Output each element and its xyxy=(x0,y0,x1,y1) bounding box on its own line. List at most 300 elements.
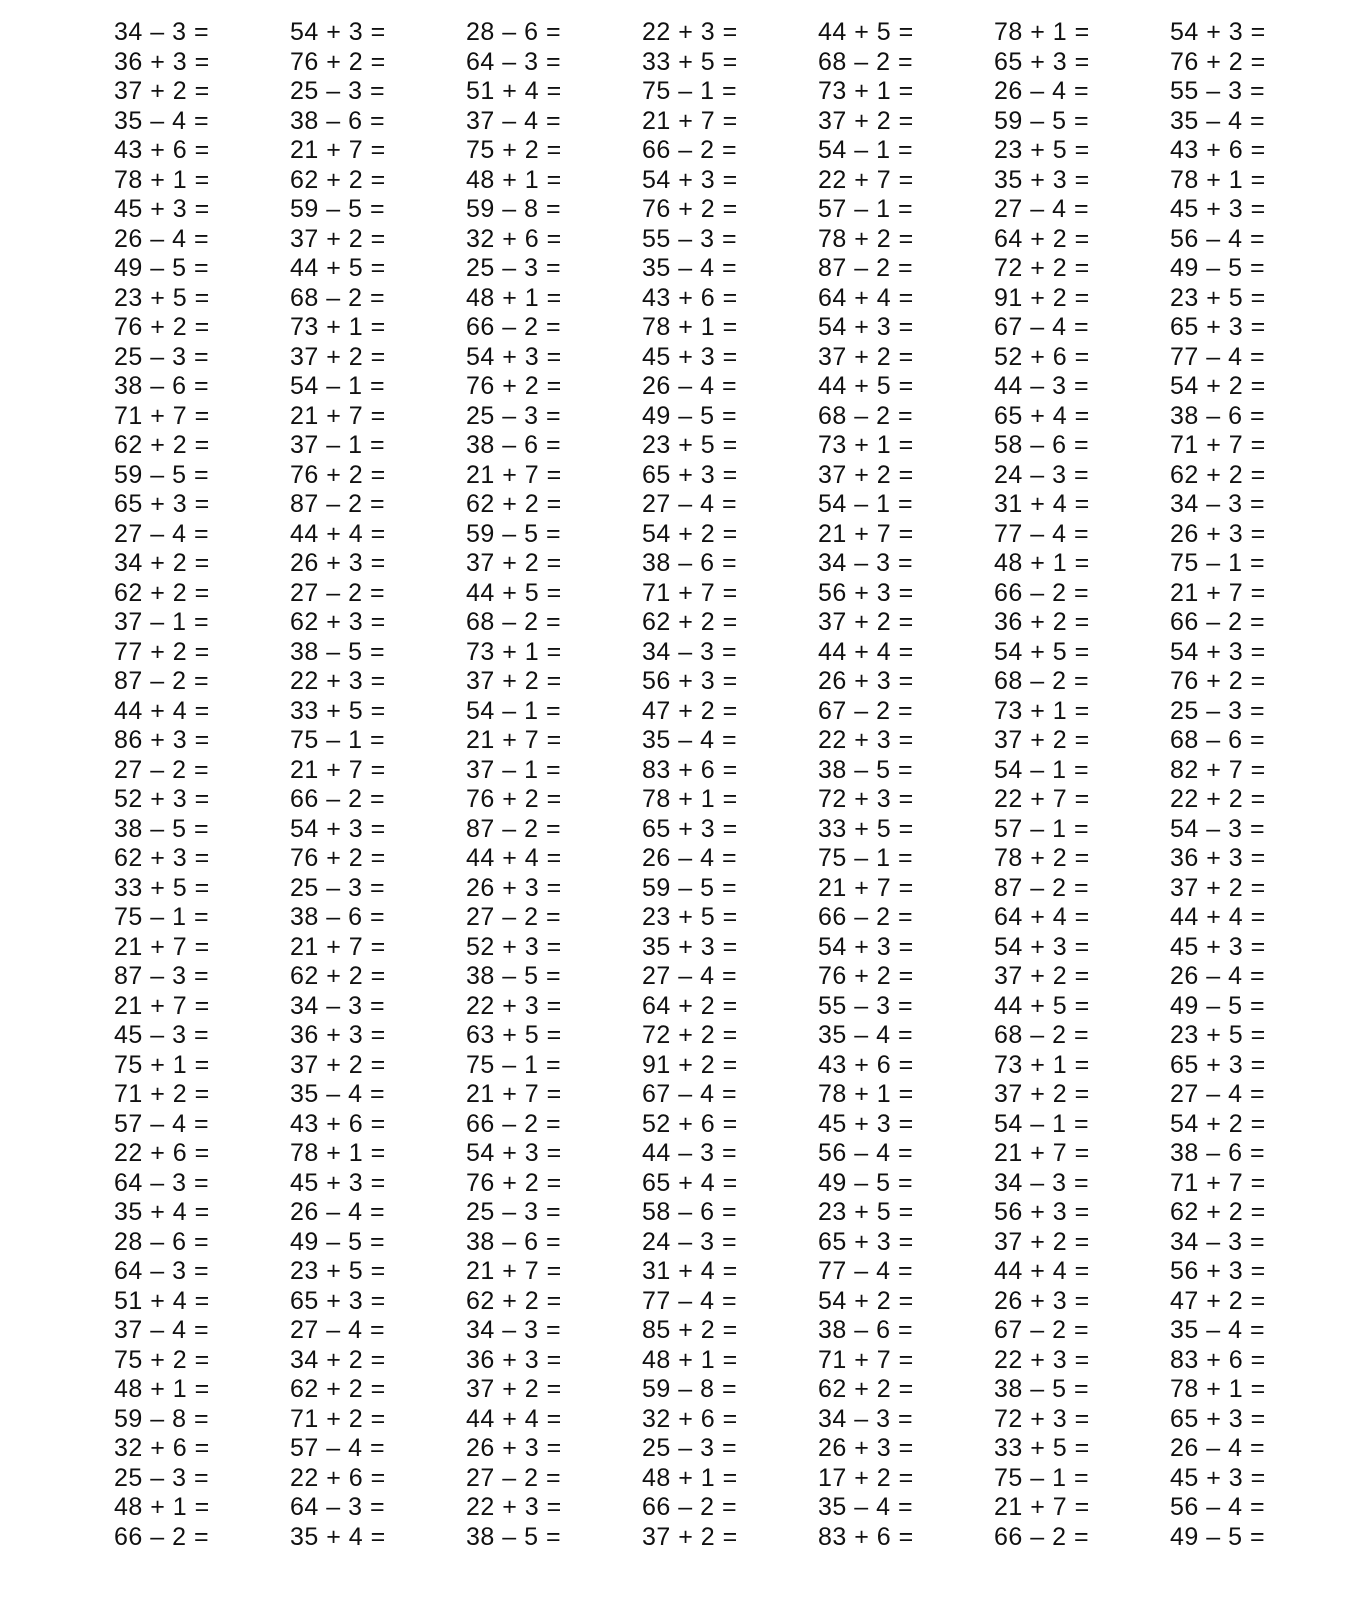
math-problem: 66 – 2 = xyxy=(642,136,738,164)
math-problem: 85 + 2 = xyxy=(642,1316,738,1344)
math-problem: 26 + 3 = xyxy=(466,873,562,902)
math-problem: 59 – 5 = xyxy=(290,195,386,223)
math-problem: 62 + 2 = xyxy=(1170,1198,1266,1226)
math-problem: 38 – 6 = xyxy=(818,1316,914,1344)
math-problem: 51 + 4 = xyxy=(114,1286,210,1315)
math-problem: 21 + 7 = xyxy=(114,991,210,1020)
math-problem: 87 – 2 = xyxy=(114,667,210,695)
math-problem: 65 + 3 = xyxy=(994,47,1090,76)
worksheet-row xyxy=(114,225,1368,255)
math-problem: 78 + 1 = xyxy=(290,1139,386,1167)
math-problem: 37 + 2 = xyxy=(290,342,386,371)
math-problem: 44 + 4 = xyxy=(466,844,562,872)
math-problem: 26 + 3 = xyxy=(466,1434,562,1462)
math-problem: 37 + 2 = xyxy=(994,962,1090,990)
math-problem: 64 – 3 = xyxy=(114,1257,210,1285)
math-problem: 36 + 3 = xyxy=(1170,844,1266,872)
worksheet-row xyxy=(114,1464,1368,1494)
math-problem: 45 + 3 = xyxy=(114,195,210,223)
math-problem: 54 + 3 = xyxy=(290,18,386,46)
math-problem: 38 – 6 = xyxy=(114,372,210,400)
math-problem: 35 + 4 = xyxy=(114,1198,210,1226)
math-problem: 45 – 3 = xyxy=(114,1021,210,1049)
worksheet-row xyxy=(114,1110,1368,1140)
math-problem: 37 + 2 = xyxy=(994,726,1090,754)
math-problem: 73 + 1 = xyxy=(994,1050,1090,1079)
math-problem: 37 + 2 = xyxy=(818,106,914,135)
math-problem: 22 + 7 = xyxy=(818,165,914,194)
math-problem: 66 – 2 = xyxy=(642,1493,738,1521)
math-problem: 26 + 3 = xyxy=(818,667,914,695)
math-problem: 48 + 1 = xyxy=(466,283,562,312)
math-problem: 62 + 2 = xyxy=(290,1375,386,1403)
math-problem: 77 – 4 = xyxy=(642,1286,738,1315)
math-problem: 49 – 5 = xyxy=(818,1168,914,1197)
math-problem: 21 + 7 = xyxy=(466,726,562,754)
math-problem: 35 – 4 = xyxy=(818,1493,914,1521)
math-problem: 37 + 2 = xyxy=(818,608,914,636)
math-problem: 38 – 5 = xyxy=(466,1522,562,1551)
math-problem: 44 + 5 = xyxy=(818,18,914,46)
math-problem: 48 + 1 = xyxy=(642,1463,738,1492)
math-problem: 23 + 5 = xyxy=(1170,1021,1266,1049)
math-problem: 21 + 7 = xyxy=(642,106,738,135)
worksheet-row xyxy=(114,402,1368,432)
math-problem: 45 + 3 = xyxy=(1170,195,1266,223)
math-problem: 75 + 1 = xyxy=(114,1050,210,1079)
math-problem: 45 + 3 = xyxy=(290,1168,386,1197)
math-problem: 55 – 3 = xyxy=(1170,77,1266,105)
worksheet-row xyxy=(114,1257,1368,1287)
math-problem: 31 + 4 = xyxy=(642,1257,738,1285)
math-problem: 22 + 3 = xyxy=(994,1345,1090,1374)
worksheet-row xyxy=(114,107,1368,137)
math-problem: 35 – 4 = xyxy=(642,726,738,754)
math-problem: 78 + 1 = xyxy=(114,165,210,194)
math-problem: 71 + 2 = xyxy=(290,1404,386,1433)
math-problem: 65 + 3 = xyxy=(1170,1404,1266,1433)
math-problem: 23 + 5 = xyxy=(642,903,738,931)
math-problem: 54 – 1 = xyxy=(994,1109,1090,1138)
math-problem: 26 – 4 = xyxy=(114,224,210,253)
math-problem: 78 + 1 = xyxy=(994,18,1090,46)
math-problem: 36 + 3 = xyxy=(114,47,210,76)
math-problem: 62 + 2 = xyxy=(466,490,562,518)
math-problem: 75 – 1 = xyxy=(290,726,386,754)
math-problem: 64 + 4 = xyxy=(994,903,1090,931)
math-problem: 37 – 1 = xyxy=(290,431,386,459)
math-problem: 34 – 3 = xyxy=(994,1168,1090,1197)
math-problem: 54 + 3 = xyxy=(818,313,914,341)
worksheet-row xyxy=(114,1139,1368,1169)
math-problem: 54 + 2 = xyxy=(818,1286,914,1315)
math-problem: 62 + 3 = xyxy=(114,844,210,872)
math-problem: 31 + 4 = xyxy=(994,490,1090,518)
worksheet-row xyxy=(114,697,1368,727)
math-problem: 22 + 6 = xyxy=(114,1139,210,1167)
math-problem: 21 + 7 = xyxy=(466,1257,562,1285)
math-problem: 76 + 2 = xyxy=(1170,667,1266,695)
math-problem: 64 – 3 = xyxy=(466,47,562,76)
worksheet-row xyxy=(114,756,1368,786)
math-problem: 27 – 4 = xyxy=(114,519,210,548)
math-problem: 77 – 4 = xyxy=(1170,342,1266,371)
math-problem: 54 + 5 = xyxy=(994,637,1090,666)
math-problem: 77 – 4 = xyxy=(818,1257,914,1285)
math-problem: 64 – 3 = xyxy=(114,1168,210,1197)
math-problem: 44 + 5 = xyxy=(290,254,386,282)
math-problem: 43 + 6 = xyxy=(818,1050,914,1079)
math-problem: 21 + 7 = xyxy=(290,932,386,961)
math-problem: 21 + 7 = xyxy=(290,401,386,430)
math-problem: 38 – 5 = xyxy=(290,637,386,666)
math-problem: 35 – 4 = xyxy=(1170,1316,1266,1344)
math-problem: 37 + 2 = xyxy=(994,1227,1090,1256)
math-problem: 71 + 7 = xyxy=(818,1345,914,1374)
math-problem: 32 + 6 = xyxy=(642,1404,738,1433)
math-problem: 48 + 1 = xyxy=(994,549,1090,577)
math-problem: 68 – 2 = xyxy=(818,47,914,76)
worksheet-row xyxy=(114,1434,1368,1464)
worksheet-row xyxy=(114,1198,1368,1228)
worksheet-row xyxy=(114,815,1368,845)
math-problem: 82 + 7 = xyxy=(1170,755,1266,784)
math-problem: 83 + 6 = xyxy=(642,755,738,784)
math-problem: 25 – 3 = xyxy=(466,401,562,430)
math-problem: 76 + 2 = xyxy=(642,195,738,223)
math-problem: 54 + 3 = xyxy=(290,814,386,843)
worksheet-row xyxy=(114,1051,1368,1081)
math-problem: 75 – 1 = xyxy=(994,1463,1090,1492)
math-problem: 44 + 5 = xyxy=(466,578,562,607)
math-problem: 35 + 4 = xyxy=(290,1522,386,1551)
math-problem: 37 + 2 = xyxy=(818,342,914,371)
math-problem: 21 + 7 = xyxy=(114,932,210,961)
math-problem: 48 + 1 = xyxy=(114,1493,210,1521)
math-problem: 54 + 2 = xyxy=(642,519,738,548)
math-problem: 67 – 4 = xyxy=(994,313,1090,341)
worksheet-row xyxy=(114,166,1368,196)
math-problem: 37 + 2 = xyxy=(290,1050,386,1079)
math-problem: 45 + 3 = xyxy=(1170,932,1266,961)
math-problem: 76 + 2 = xyxy=(290,460,386,489)
math-problem: 27 – 2 = xyxy=(466,903,562,931)
math-problem: 26 – 4 = xyxy=(1170,962,1266,990)
math-problem: 76 + 2 = xyxy=(818,962,914,990)
math-problem: 27 – 2 = xyxy=(114,755,210,784)
math-problem: 44 + 4 = xyxy=(114,696,210,725)
math-problem: 17 + 2 = xyxy=(818,1463,914,1492)
math-problem: 54 + 3 = xyxy=(466,1139,562,1167)
worksheet-row xyxy=(114,874,1368,904)
math-problem: 52 + 6 = xyxy=(994,342,1090,371)
math-problem: 54 + 3 = xyxy=(642,165,738,194)
worksheet-row xyxy=(114,608,1368,638)
math-problem: 48 + 1 = xyxy=(114,1375,210,1403)
math-problem: 43 + 6 = xyxy=(290,1109,386,1138)
math-problem: 37 + 2 = xyxy=(466,667,562,695)
math-problem: 71 + 7 = xyxy=(114,401,210,430)
math-problem: 36 + 3 = xyxy=(466,1345,562,1374)
math-problem: 64 + 4 = xyxy=(818,283,914,312)
worksheet-row xyxy=(114,136,1368,166)
math-problem: 54 + 3 = xyxy=(994,932,1090,961)
math-problem: 37 + 2 = xyxy=(114,77,210,105)
math-problem: 21 + 7 = xyxy=(1170,578,1266,607)
math-problem: 58 – 6 = xyxy=(994,431,1090,459)
math-problem: 68 – 2 = xyxy=(290,283,386,312)
math-problem: 76 + 2 = xyxy=(466,785,562,813)
math-problem: 22 + 3 = xyxy=(290,667,386,695)
math-problem: 33 + 5 = xyxy=(290,696,386,725)
math-problem: 58 – 6 = xyxy=(642,1198,738,1226)
math-problem: 49 – 5 = xyxy=(1170,991,1266,1020)
math-problem: 67 – 2 = xyxy=(818,696,914,725)
math-problem: 66 – 2 = xyxy=(994,578,1090,607)
math-problem: 27 – 4 = xyxy=(290,1316,386,1344)
math-problem: 65 + 3 = xyxy=(642,814,738,843)
math-problem: 59 – 8 = xyxy=(466,195,562,223)
math-problem: 22 + 7 = xyxy=(994,785,1090,813)
math-problem: 38 – 6 = xyxy=(1170,401,1266,430)
math-problem: 33 + 5 = xyxy=(114,873,210,902)
math-problem: 35 – 4 = xyxy=(114,106,210,135)
math-problem: 45 + 3 = xyxy=(1170,1463,1266,1492)
math-problem: 65 + 3 = xyxy=(290,1286,386,1315)
math-problem: 49 – 5 = xyxy=(1170,254,1266,282)
math-problem: 64 + 2 = xyxy=(642,991,738,1020)
math-problem: 21 + 7 = xyxy=(466,460,562,489)
math-problem: 55 – 3 = xyxy=(818,991,914,1020)
math-problem: 49 – 5 = xyxy=(642,401,738,430)
math-problem: 68 – 2 = xyxy=(994,667,1090,695)
math-problem: 33 + 5 = xyxy=(642,47,738,76)
math-problem: 38 – 6 = xyxy=(642,549,738,577)
worksheet-row xyxy=(114,1405,1368,1435)
math-problem: 34 – 3 = xyxy=(1170,1227,1266,1256)
worksheet-row xyxy=(114,313,1368,343)
math-problem: 67 – 2 = xyxy=(994,1316,1090,1344)
math-problem: 22 + 3 = xyxy=(642,18,738,46)
math-problem: 23 + 5 = xyxy=(1170,283,1266,312)
worksheet-row xyxy=(114,431,1368,461)
math-problem: 37 + 2 = xyxy=(994,1080,1090,1108)
math-problem: 35 – 4 = xyxy=(642,254,738,282)
math-problem: 34 – 3 = xyxy=(818,549,914,577)
math-problem: 25 – 3 = xyxy=(290,873,386,902)
math-problem: 78 + 1 = xyxy=(1170,165,1266,194)
math-problem: 57 – 4 = xyxy=(290,1434,386,1462)
math-problem: 49 – 5 = xyxy=(290,1227,386,1256)
math-problem: 59 – 5 = xyxy=(114,460,210,489)
math-problem: 66 – 2 = xyxy=(1170,608,1266,636)
worksheet-row xyxy=(114,962,1368,992)
math-problem: 54 + 3 = xyxy=(1170,18,1266,46)
math-problem: 33 + 5 = xyxy=(818,814,914,843)
math-problem: 72 + 2 = xyxy=(994,254,1090,282)
math-problem: 52 + 3 = xyxy=(114,785,210,813)
math-problem: 37 – 4 = xyxy=(114,1316,210,1344)
worksheet-row xyxy=(114,844,1368,874)
math-problem: 25 – 3 = xyxy=(114,1463,210,1492)
math-problem: 78 + 2 = xyxy=(818,224,914,253)
math-problem: 65 + 3 = xyxy=(114,490,210,518)
math-problem: 77 – 4 = xyxy=(994,519,1090,548)
math-problem: 55 – 3 = xyxy=(642,224,738,253)
math-problem: 65 + 4 = xyxy=(994,401,1090,430)
math-problem: 45 + 3 = xyxy=(818,1109,914,1138)
math-problem: 76 + 2 = xyxy=(290,844,386,872)
math-problem: 62 + 2 = xyxy=(290,165,386,194)
math-problem: 75 + 2 = xyxy=(466,136,562,164)
math-problem: 34 – 3 = xyxy=(290,991,386,1020)
math-problem: 25 – 3 = xyxy=(642,1434,738,1462)
math-problem: 72 + 2 = xyxy=(642,1021,738,1049)
math-problem: 56 + 3 = xyxy=(1170,1257,1266,1285)
math-problem: 33 + 5 = xyxy=(994,1434,1090,1462)
math-problem: 64 – 3 = xyxy=(290,1493,386,1521)
worksheet-row xyxy=(114,1228,1368,1258)
math-problem: 65 + 4 = xyxy=(642,1168,738,1197)
math-problem: 75 – 1 = xyxy=(466,1050,562,1079)
worksheet-row xyxy=(114,1375,1368,1405)
math-problem: 56 + 3 = xyxy=(994,1198,1090,1226)
math-problem: 48 + 1 = xyxy=(466,165,562,194)
math-problem: 56 – 4 = xyxy=(818,1139,914,1167)
math-problem: 48 + 1 = xyxy=(642,1345,738,1374)
math-problem: 76 + 2 = xyxy=(1170,47,1266,76)
math-problem: 27 – 2 = xyxy=(466,1463,562,1492)
math-problem: 77 + 2 = xyxy=(114,637,210,666)
math-problem: 71 + 7 = xyxy=(642,578,738,607)
worksheet-row xyxy=(114,284,1368,314)
math-problem: 43 + 6 = xyxy=(642,283,738,312)
math-problem: 26 + 3 = xyxy=(1170,519,1266,548)
math-problem: 26 – 4 = xyxy=(290,1198,386,1226)
math-problem: 38 – 6 = xyxy=(290,903,386,931)
math-problem: 21 + 7 = xyxy=(290,136,386,164)
math-problem: 65 + 3 = xyxy=(818,1227,914,1256)
math-problem: 27 – 2 = xyxy=(290,578,386,607)
math-problem: 54 – 1 = xyxy=(290,372,386,400)
math-problem: 28 – 6 = xyxy=(114,1227,210,1256)
worksheet-row xyxy=(114,667,1368,697)
math-problem: 26 – 4 = xyxy=(994,77,1090,105)
math-problem: 73 + 1 = xyxy=(466,637,562,666)
math-problem: 24 – 3 = xyxy=(642,1227,738,1256)
math-problem: 51 + 4 = xyxy=(466,77,562,105)
math-problem: 23 + 5 = xyxy=(642,431,738,459)
math-problem: 37 + 2 = xyxy=(818,460,914,489)
math-problem: 37 + 2 = xyxy=(290,224,386,253)
math-problem: 62 + 2 = xyxy=(466,1286,562,1315)
math-problem: 47 + 2 = xyxy=(1170,1286,1266,1315)
math-problem: 56 + 3 = xyxy=(642,667,738,695)
math-problem: 38 – 5 = xyxy=(466,962,562,990)
math-problem: 23 + 5 = xyxy=(114,283,210,312)
math-problem: 26 – 4 = xyxy=(1170,1434,1266,1462)
math-problem: 37 – 1 = xyxy=(114,608,210,636)
math-problem: 86 + 3 = xyxy=(114,726,210,754)
math-problem: 21 + 7 = xyxy=(466,1080,562,1108)
math-problem: 54 – 3 = xyxy=(1170,814,1266,843)
math-problem: 73 + 1 = xyxy=(290,313,386,341)
math-problem: 66 – 2 = xyxy=(466,313,562,341)
worksheet-row xyxy=(114,18,1368,48)
math-problem: 44 + 4 = xyxy=(994,1257,1090,1285)
math-problem: 21 + 7 = xyxy=(994,1493,1090,1521)
math-problem: 75 – 1 = xyxy=(1170,549,1266,577)
math-problem: 52 + 6 = xyxy=(642,1109,738,1138)
worksheet-row xyxy=(114,785,1368,815)
math-problem: 59 – 8 = xyxy=(642,1375,738,1403)
worksheet-row xyxy=(114,1316,1368,1346)
math-problem: 75 – 1 = xyxy=(642,77,738,105)
worksheet-row xyxy=(114,638,1368,668)
math-problem: 73 + 1 = xyxy=(818,431,914,459)
math-problem: 38 – 6 = xyxy=(1170,1139,1266,1167)
math-problem: 76 + 2 = xyxy=(290,47,386,76)
math-problem: 62 + 2 = xyxy=(290,962,386,990)
worksheet-row xyxy=(114,1080,1368,1110)
math-problem: 54 – 1 = xyxy=(818,490,914,518)
worksheet-row xyxy=(114,992,1368,1022)
math-problem: 36 + 2 = xyxy=(994,608,1090,636)
math-problem: 26 + 3 = xyxy=(290,549,386,577)
math-problem: 38 – 6 = xyxy=(466,431,562,459)
math-problem: 37 – 4 = xyxy=(466,106,562,135)
math-problem: 26 – 4 = xyxy=(642,844,738,872)
math-problem: 44 – 3 = xyxy=(642,1139,738,1167)
math-problem: 34 – 3 = xyxy=(642,637,738,666)
math-problem: 91 + 2 = xyxy=(994,283,1090,312)
math-problem: 21 + 7 = xyxy=(994,1139,1090,1167)
worksheet-row xyxy=(114,195,1368,225)
math-problem: 38 – 5 = xyxy=(818,755,914,784)
math-problem: 38 – 6 = xyxy=(466,1227,562,1256)
math-problem: 62 + 2 = xyxy=(114,578,210,607)
math-problem: 78 + 1 = xyxy=(642,785,738,813)
math-problem: 59 – 5 = xyxy=(466,519,562,548)
math-problem: 21 + 7 = xyxy=(818,519,914,548)
math-problem: 34 – 3 = xyxy=(114,18,210,46)
math-problem: 35 + 3 = xyxy=(642,932,738,961)
math-problem: 59 – 5 = xyxy=(994,106,1090,135)
math-problem: 21 + 7 = xyxy=(290,755,386,784)
math-problem: 54 + 3 = xyxy=(466,342,562,371)
math-problem: 63 + 5 = xyxy=(466,1021,562,1049)
math-problem: 25 – 3 = xyxy=(466,1198,562,1226)
math-problem: 27 – 4 = xyxy=(1170,1080,1266,1108)
math-problem: 68 – 2 = xyxy=(466,608,562,636)
math-problem: 72 + 3 = xyxy=(994,1404,1090,1433)
math-problem: 56 – 4 = xyxy=(1170,224,1266,253)
math-problem: 22 + 2 = xyxy=(1170,785,1266,813)
math-problem: 62 + 2 = xyxy=(818,1375,914,1403)
math-problem: 36 + 3 = xyxy=(290,1021,386,1049)
math-problem: 26 + 3 = xyxy=(818,1434,914,1462)
math-problem: 87 – 2 = xyxy=(818,254,914,282)
math-problem: 68 – 2 = xyxy=(818,401,914,430)
math-problem: 23 + 5 = xyxy=(994,136,1090,164)
math-problem: 49 – 5 = xyxy=(114,254,210,282)
math-problem: 78 + 1 = xyxy=(1170,1375,1266,1403)
math-problem: 44 + 4 = xyxy=(1170,903,1266,931)
math-problem: 65 + 3 = xyxy=(1170,1050,1266,1079)
math-problem: 83 + 6 = xyxy=(1170,1345,1266,1374)
math-problem: 23 + 5 = xyxy=(818,1198,914,1226)
math-problem: 54 – 1 = xyxy=(818,136,914,164)
